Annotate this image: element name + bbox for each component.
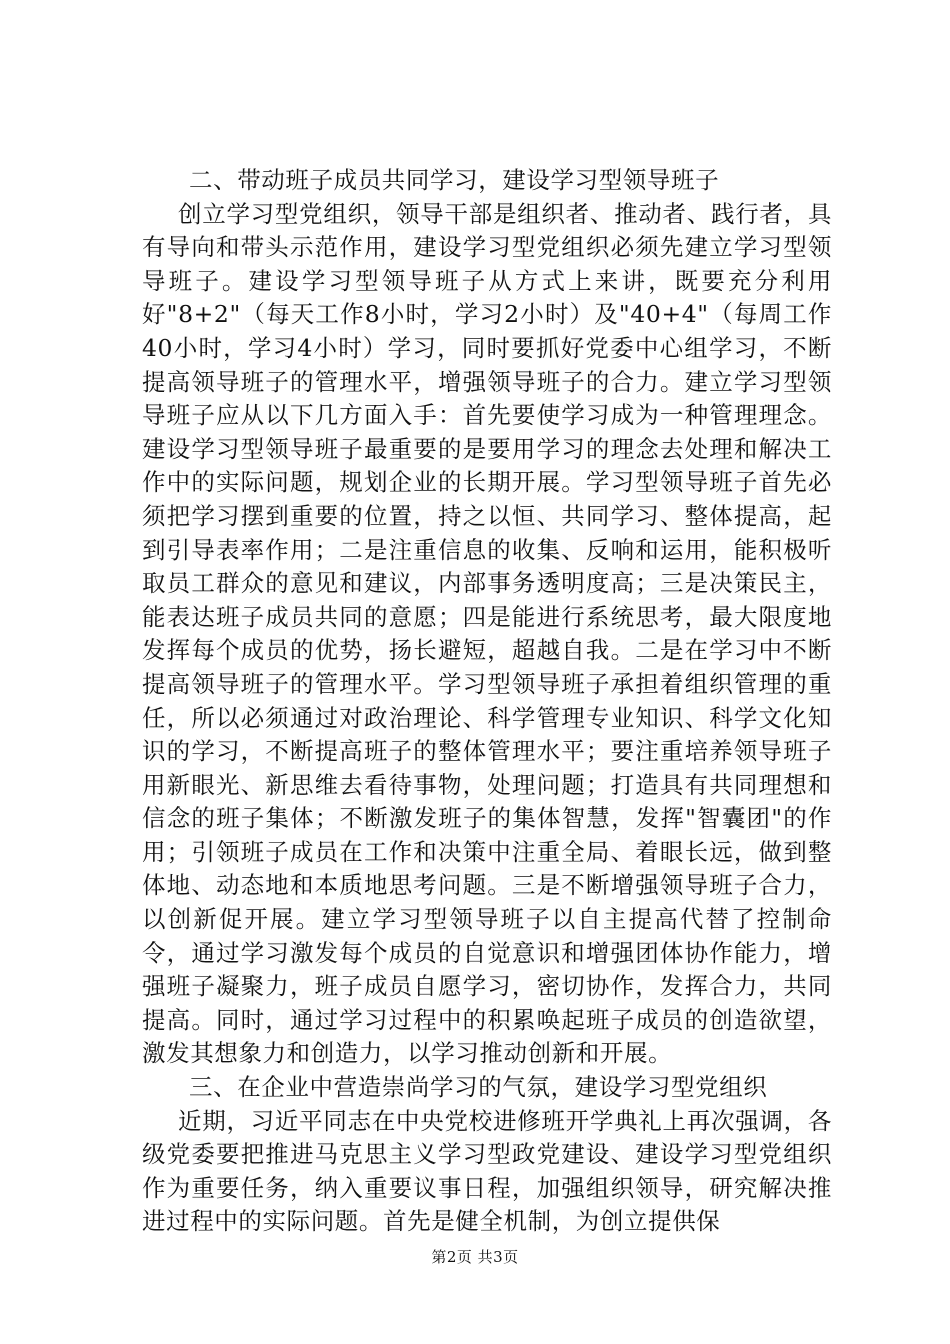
document-body	[142, 164, 832, 1239]
section-paragraph-3: 近期，习近平同志在中央党校进修班开学典礼上再次强调，各级党委要把推进马克思主义学习型政党建设、建设学习型党组织作为重要任务，纳入重要议事日程，加强组织领导，研究解决推进过程中的实际问题。首先是健全机制，为创立提供保	[142, 1106, 832, 1236]
page-number-footer: 第2页 共3页	[431, 1248, 519, 1266]
section-heading-2: 二、带动班子成员共同学习，建设学习型领导班子	[189, 166, 720, 194]
section-paragraph-2: 创立学习型党组织，领导干部是组织者、推动者、践行者，具有导向和带头示范作用，建设学习型党组织必须先建立学习型领导班子。建设学习型领导班子从方式上来讲，既要充分利用好"8+2"（每天工作8小时，学习2小时）及"40+4"（每周工作40小时，学习4小时）学习，同时要抓好党委中心组学习，不断提高领导班子的管理水平，增强领导班子的合力。建立学习型领导班子应从以下几方面入手：首先要使学习成为一种管理理念。建设学习型领导班子最重要的是要用学习的理念去处理和解决工作中的实际问题，规划企业的长期开展。学习型领导班子首先必须把学习摆到重要的位置，持之以恒、共同学习、整体提高，起到引导表率作用；二是注重信息的收集、反响和运用，能积极听取员工群众的意见和建议，内部事务透明度高；三是决策民主，能表达班子成员共同的意愿；四是能进行系统思考，最大限度地发挥每个成员的优势，扬长避短，超越自我。二是在学习中不断提高领导班子的管理水平。学习型领导班子承担着组织管理的重任，所以必须通过对政治理论、科学管理专业知识、科学文化知识的学习，不断提高班子的整体管理水平；要注重培养领导班子用新眼光、新思维去看待事物，处理问题；打造具有共同理想和信念的班子集体；不断激发班子的集体智慧，发挥"智囊团"的作用；引领班子成员在工作和决策中注重全局、着眼长远，做到整体地、动态地和本质地思考问题。三是不断增强领导班子合力，以创新促开展。建立学习型领导班子以自主提高代替了控制命令，通过学习激发每个成员的自觉意识和增强团体协作能力，增强班子凝聚力，班子成员自愿学习，密切协作，发挥合力，共同提高。同时，通过学习过程中的积累唤起班子成员的创造欲望，激发其想象力和创造力，以学习推动创新和开展。	[142, 199, 832, 1068]
section-heading-3: 三、在企业中营造崇尚学习的气氛，建设学习型党组织	[189, 1073, 768, 1102]
